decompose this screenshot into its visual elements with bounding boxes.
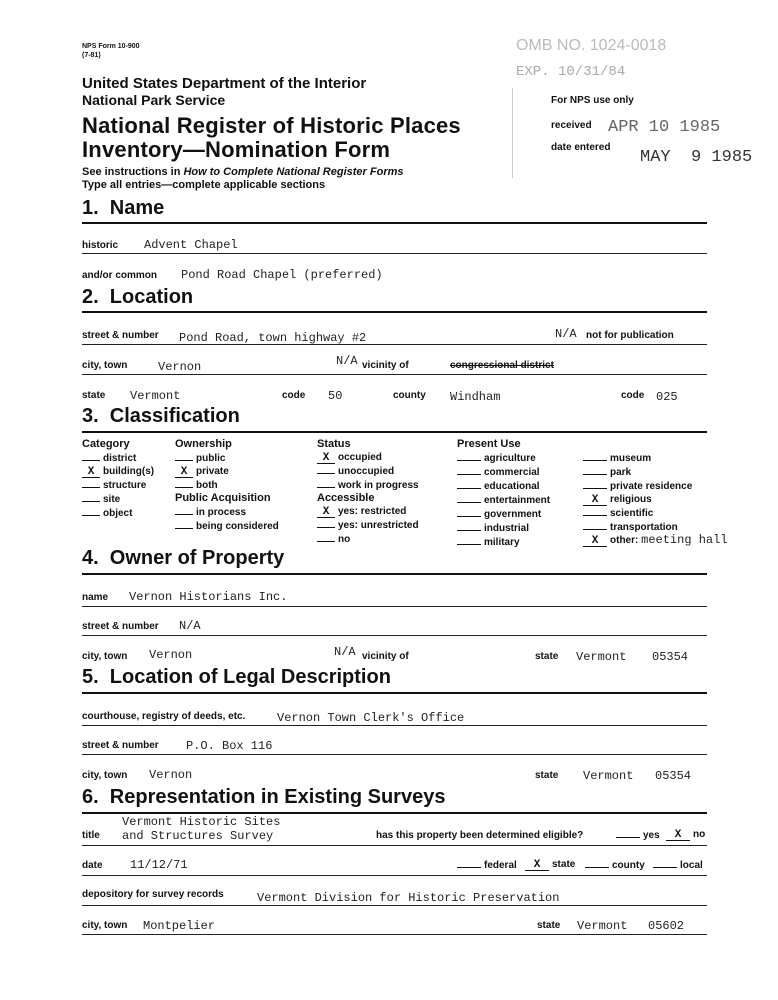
- option-label: educational: [484, 481, 540, 492]
- category-header: Category: [82, 438, 130, 450]
- federal-label: federal: [484, 860, 517, 871]
- nps-use-header: For NPS use only: [551, 95, 634, 106]
- owner-street-line: [82, 635, 707, 636]
- option-label: public: [196, 453, 226, 464]
- legal-city: Vernon: [149, 768, 193, 782]
- owner-vicinity-mark: N/A: [334, 645, 356, 659]
- checkbox-entertainment[interactable]: [457, 493, 481, 503]
- option-private-residence[interactable]: [583, 479, 728, 493]
- received-stamp: APR 10 1985: [608, 118, 721, 137]
- option-religious[interactable]: [583, 493, 728, 506]
- agency: National Park Service: [82, 92, 226, 108]
- acquisition-header: Public Acquisition: [175, 492, 271, 504]
- common-label: and/or common: [82, 270, 158, 281]
- section-2-rule: [82, 311, 707, 313]
- street-label: street & number: [82, 330, 159, 341]
- option-label: agriculture: [484, 453, 536, 464]
- section-5-title: 5. Location of Legal Description: [82, 666, 391, 688]
- owner-state: Vermont: [576, 650, 627, 664]
- instructions-italic: How to Complete National Register Forms: [183, 166, 404, 178]
- checkbox-commercial[interactable]: [457, 465, 481, 475]
- courthouse-line: [82, 725, 707, 726]
- option-unoccupied[interactable]: [317, 464, 419, 478]
- option-label: scientific: [610, 508, 654, 519]
- eligible-yes[interactable]: [616, 828, 660, 842]
- option-label: transportation: [610, 522, 678, 533]
- category-list: [82, 451, 154, 520]
- option-label: building(s): [103, 466, 155, 477]
- no-label: no: [693, 829, 706, 840]
- checkbox-military[interactable]: [457, 535, 481, 545]
- option-agriculture[interactable]: [457, 451, 550, 465]
- survey-state-label: state: [537, 920, 561, 931]
- option-label: private residence: [610, 481, 693, 492]
- level-county[interactable]: [585, 858, 645, 872]
- option-label: park: [610, 467, 632, 478]
- nps-box-border: [512, 88, 514, 178]
- accessible-header: Accessible: [317, 492, 375, 504]
- option-structure[interactable]: [82, 478, 154, 492]
- checkbox-educational[interactable]: [457, 479, 481, 489]
- street-value: Pond Road, town highway #2: [179, 331, 367, 345]
- checkbox-public[interactable]: [175, 451, 193, 461]
- option-park[interactable]: [583, 465, 728, 479]
- owner-vicinity-label: vicinity of: [362, 651, 409, 662]
- option-label: religious: [610, 494, 652, 505]
- option-label: site: [103, 494, 121, 505]
- option-label: object: [103, 508, 133, 519]
- checkbox-site[interactable]: [82, 492, 100, 502]
- option-label: private: [196, 466, 229, 477]
- option-both[interactable]: [175, 478, 279, 492]
- option-industrial[interactable]: [457, 521, 550, 535]
- owner-name-line: [82, 606, 707, 607]
- instructions-prefix: See instructions in: [82, 166, 184, 178]
- option-other[interactable]: [583, 534, 728, 547]
- owner-name-label: name: [82, 592, 109, 603]
- depository-label: depository for survey records: [82, 889, 224, 900]
- option-label: museum: [610, 453, 652, 464]
- option-label: work in progress: [338, 480, 419, 491]
- exp-stamp: EXP. 10/31/84: [516, 64, 626, 80]
- section-2-title: 2. Location: [82, 286, 194, 308]
- department: United States Department of the Interior: [82, 75, 367, 92]
- option-yes-unrestricted[interactable]: [317, 518, 419, 532]
- option-commercial[interactable]: [457, 465, 550, 479]
- present-use-list-1: [457, 451, 550, 549]
- checkbox-work-in-progress[interactable]: [317, 478, 335, 488]
- section-4-title: 4. Owner of Property: [82, 547, 285, 569]
- legal-street-line: [82, 754, 707, 755]
- option-being-considered[interactable]: [175, 519, 279, 533]
- survey-date: 11/12/71: [130, 858, 188, 872]
- option-yes-restricted[interactable]: [317, 505, 419, 518]
- legal-street: P.O. Box 116: [186, 739, 273, 753]
- checkbox-government[interactable]: [457, 507, 481, 517]
- section-3-rule: [82, 431, 707, 433]
- present-use-header: Present Use: [457, 438, 521, 450]
- ownership-header: Ownership: [175, 438, 232, 450]
- option-occupied[interactable]: [317, 451, 419, 464]
- legal-street-label: street & number: [82, 740, 159, 751]
- courthouse-value: Vernon Town Clerk's Office: [277, 711, 465, 725]
- survey-city-line: [82, 934, 707, 935]
- checkbox-private-residence[interactable]: [583, 479, 607, 489]
- state-value: Vermont: [130, 389, 181, 403]
- form-revision: (7-81): [82, 52, 101, 59]
- street-line: [82, 344, 707, 345]
- other-value: meeting hall: [641, 533, 728, 547]
- checkbox-occupied[interactable]: X: [317, 454, 335, 464]
- present-use-list-2: [583, 451, 728, 547]
- state-label: state: [82, 390, 106, 401]
- vicinity-label: vicinity of: [362, 360, 409, 371]
- option-transportation[interactable]: [583, 520, 728, 534]
- option-district[interactable]: [82, 451, 154, 465]
- historic-name: Advent Chapel: [144, 238, 238, 252]
- checkbox-industrial[interactable]: [457, 521, 481, 531]
- option-label: both: [196, 480, 218, 491]
- survey-title-label: title: [82, 830, 100, 841]
- option-no-access[interactable]: [317, 532, 419, 546]
- checkbox-local[interactable]: [653, 858, 677, 868]
- section-6-rule: [82, 812, 707, 814]
- code2-label: code: [621, 390, 645, 401]
- checkbox-no-access[interactable]: [317, 532, 335, 542]
- option-label: yes: unrestricted: [338, 520, 419, 531]
- option-military[interactable]: [457, 535, 550, 549]
- npub-mark: N/A: [555, 327, 577, 341]
- checkbox-state[interactable]: X: [525, 861, 549, 871]
- state-level-label: state: [552, 859, 576, 870]
- section-6-title: 6. Representation in Existing Surveys: [82, 786, 446, 808]
- option-label: occupied: [338, 452, 382, 463]
- legal-state-label: state: [535, 770, 559, 781]
- code2-value: 025: [656, 390, 678, 404]
- survey-zip: 05602: [648, 919, 685, 933]
- vicinity-mark: N/A: [336, 354, 358, 368]
- eligible-no[interactable]: [666, 828, 705, 841]
- option-label: district: [103, 453, 137, 464]
- option-label: yes: restricted: [338, 506, 407, 517]
- option-label: government: [484, 509, 542, 520]
- option-label: commercial: [484, 467, 540, 478]
- section-4-rule: [82, 573, 707, 575]
- level-federal[interactable]: [457, 858, 517, 872]
- form-number: NPS Form 10-900: [82, 43, 140, 50]
- survey-title-line: [82, 845, 707, 846]
- depository-value: Vermont Division for Historic Preservation: [257, 891, 560, 905]
- courthouse-label: courthouse, registry of deeds, etc.: [82, 711, 246, 722]
- checkbox-county[interactable]: [585, 858, 609, 868]
- checkbox-transportation[interactable]: [583, 520, 607, 530]
- legal-city-label: city, town: [82, 770, 128, 781]
- npub-label: not for publication: [586, 330, 674, 341]
- checkbox-private[interactable]: X: [175, 468, 193, 478]
- city-label: city, town: [82, 360, 128, 371]
- level-state[interactable]: [525, 858, 575, 871]
- option-label: military: [484, 537, 520, 548]
- city-line: [82, 374, 707, 375]
- checkbox-park[interactable]: [583, 465, 607, 475]
- option-label: no: [338, 534, 351, 545]
- owner-city: Vernon: [149, 648, 193, 662]
- date-entered-label: date entered: [551, 142, 611, 153]
- checkbox-agriculture[interactable]: [457, 451, 481, 461]
- omb-stamp: OMB NO. 1024-0018: [516, 37, 667, 54]
- option-government[interactable]: [457, 507, 550, 521]
- survey-date-line: [82, 875, 707, 876]
- owner-name: Vernon Historians Inc.: [129, 590, 288, 604]
- checkbox-district[interactable]: [82, 451, 100, 461]
- owner-street: N/A: [179, 619, 201, 633]
- common-name: Pond Road Chapel (preferred): [181, 268, 383, 282]
- checkbox-structure[interactable]: [82, 478, 100, 488]
- legal-zip: 05354: [655, 769, 692, 783]
- historic-label: historic: [82, 240, 119, 251]
- section-1-title: 1. Name: [82, 197, 165, 219]
- survey-city-label: city, town: [82, 920, 128, 931]
- option-label: being considered: [196, 521, 279, 532]
- option-private[interactable]: [175, 465, 279, 478]
- checkbox-federal[interactable]: [457, 858, 481, 868]
- checkbox-object[interactable]: [82, 506, 100, 516]
- section-1-rule: [82, 222, 707, 224]
- option-label: other:: [610, 535, 639, 546]
- form-title-2: Inventory—Nomination Form: [82, 137, 391, 162]
- survey-title-line-1: Vermont Historic Sites: [122, 815, 281, 829]
- checkbox-buildings[interactable]: X: [82, 468, 100, 478]
- survey-date-label: date: [82, 860, 103, 871]
- county-value: Windham: [450, 390, 501, 404]
- option-label: industrial: [484, 523, 530, 534]
- checkbox-eligible-no[interactable]: X: [666, 831, 690, 841]
- city-value: Vernon: [158, 360, 202, 374]
- code-label: code: [282, 390, 306, 401]
- ownership-list: [175, 451, 279, 533]
- instructions-1: [82, 166, 404, 178]
- checkbox-being-considered[interactable]: [175, 519, 193, 529]
- checkbox-museum[interactable]: [583, 451, 607, 461]
- option-entertainment[interactable]: [457, 493, 550, 507]
- option-educational[interactable]: [457, 479, 550, 493]
- option-work-in-progress[interactable]: [317, 478, 419, 492]
- status-list: [317, 451, 419, 546]
- option-label: unoccupied: [338, 466, 395, 477]
- checkbox-unoccupied[interactable]: [317, 464, 335, 474]
- owner-street-label: street & number: [82, 621, 159, 632]
- historic-line: [82, 253, 707, 254]
- local-level-label: local: [680, 860, 703, 871]
- county-level-label: county: [612, 860, 645, 871]
- code-value: 50: [328, 389, 343, 403]
- option-label: entertainment: [484, 495, 551, 506]
- section-3-title: 3. Classification: [82, 405, 240, 427]
- checkbox-eligible-yes[interactable]: [616, 828, 640, 838]
- option-object[interactable]: [82, 506, 154, 520]
- checkbox-scientific[interactable]: [583, 506, 607, 516]
- status-header: Status: [317, 438, 351, 450]
- checkbox-both[interactable]: [175, 478, 193, 488]
- county-label: county: [393, 390, 426, 401]
- checkbox-other[interactable]: X: [583, 537, 607, 547]
- legal-state: Vermont: [583, 769, 634, 783]
- section-5-rule: [82, 692, 707, 694]
- level-local[interactable]: [653, 858, 703, 872]
- instructions-2: Type all entries—complete applicable sections: [82, 179, 326, 191]
- yes-label: yes: [643, 830, 660, 841]
- option-label: in process: [196, 507, 247, 518]
- option-museum[interactable]: [583, 451, 728, 465]
- depository-line: [82, 905, 707, 906]
- congressional-district: congressional district: [450, 360, 554, 371]
- entered-stamp: MAY 9 1985: [640, 148, 753, 167]
- checkbox-yes-unrestricted[interactable]: [317, 518, 335, 528]
- survey-title-line-2: and Structures Survey: [122, 829, 274, 843]
- option-site[interactable]: [82, 492, 154, 506]
- survey-city: Montpelier: [143, 919, 216, 933]
- checkbox-religious[interactable]: X: [583, 496, 607, 506]
- checkbox-yes-restricted[interactable]: X: [317, 508, 335, 518]
- owner-city-label: city, town: [82, 651, 128, 662]
- option-scientific[interactable]: [583, 506, 728, 520]
- received-label: received: [551, 120, 592, 131]
- eligible-question: has this property been determined eligible?: [376, 830, 584, 841]
- owner-zip: 05354: [652, 650, 689, 664]
- owner-state-label: state: [535, 651, 559, 662]
- form-title-1: National Register of Historic Places: [82, 113, 461, 138]
- option-public[interactable]: [175, 451, 279, 465]
- option-buildings[interactable]: [82, 465, 154, 478]
- option-label: structure: [103, 480, 147, 491]
- option-in-process[interactable]: [175, 505, 279, 519]
- survey-state: Vermont: [577, 919, 628, 933]
- checkbox-in-process[interactable]: [175, 505, 193, 515]
